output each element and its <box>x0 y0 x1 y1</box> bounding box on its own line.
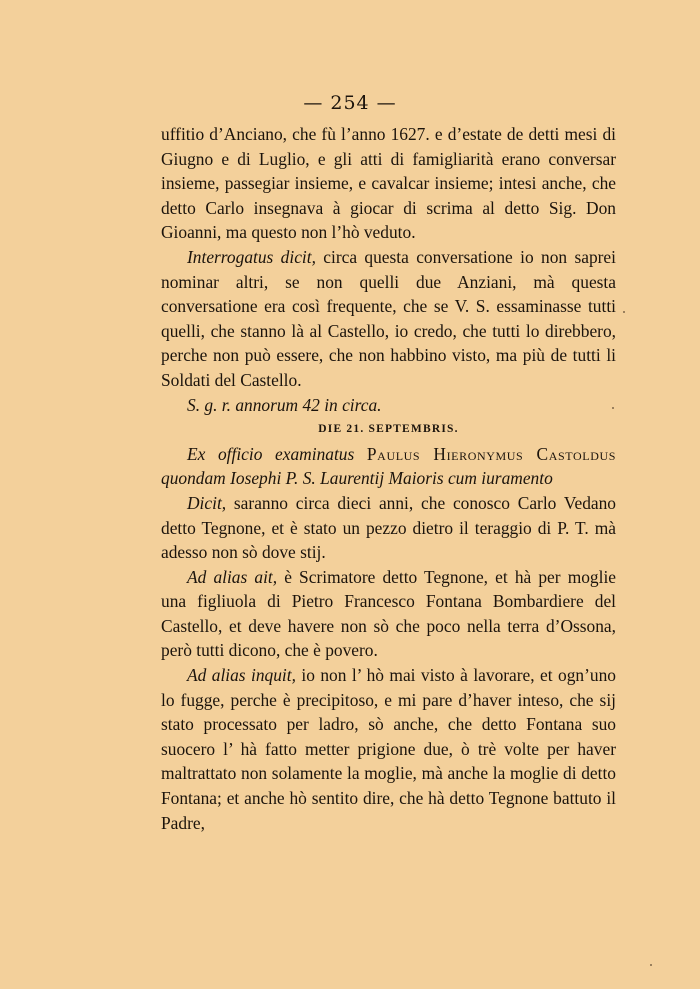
page-speck <box>612 407 614 409</box>
page-speck <box>650 964 652 966</box>
text-run: io non l’ hò mai visto à lavorare, et ogn’uno lo fugge, perche è precipitoso, e mi pare d’haver inteso, che sij stato processato per ladro, sò anche, che detto Fontana suo suocero l’ hà fatto metter prigione due, ò trè volte per haver maltrattato non solamente la moglie, mà anche la moglie di detto Fontana; et anche hò sentito dire, che hà detto Tegnone battuto il Padre, <box>161 665 616 833</box>
text-run: uffitio d’Anciano, che fù l’anno 1627. e d’estate de detti mesi di Giugno e di Luglio, e gli atti di famigliarità erano conversar insieme, passegiar insieme, e cavalcar insieme; intesi anche, che detto Carlo insegnava à giocar di scrima al detto Sig. Don Gioanni, ma questo non l’hò veduto. <box>161 124 616 243</box>
text-run: è Scrimatore detto Tegnone, et hà per moglie una figliuola di Pietro Francesco Fontana Bombardiere del Castello, et deve havere non sò che poco nella terra d’Ossona, però tutti dicono, che è povero. <box>161 566 616 661</box>
paragraph <box>161 393 616 418</box>
italic-run: quondam Iosephi P. S. Laurentij Maioris cum iuramento <box>161 468 553 489</box>
paragraph <box>161 491 616 565</box>
paragraph <box>161 122 616 245</box>
italic-run: Dicit, <box>187 492 227 513</box>
italic-run: S. g. r. annorum 42 in circa. <box>187 394 382 415</box>
text-run: circa questa conversatione io non saprei nominar altri, se non quelli due Anziani, mà questa conversatione era così frequente, che se V. S. essaminasse tutti quelli, che stanno là al Castello, io credo, che tutti lo direbbero, perche non può essere, che non habbino visto, ma più de tutti li Soldati del Castello. <box>161 246 616 390</box>
paragraph <box>161 663 616 835</box>
text-run <box>354 444 367 464</box>
section-heading <box>161 417 616 442</box>
paragraph <box>161 245 616 393</box>
page-number: — 254 — <box>303 92 397 114</box>
italic-run: Ad alias ait, <box>187 566 278 587</box>
person-name: Paulus Hieronymus Castoldus <box>366 443 616 464</box>
italic-run: Interrogatus dicit, <box>187 246 316 267</box>
italic-run: Ad alias inquit, <box>187 665 296 686</box>
paragraph <box>161 442 616 491</box>
text-run: DIE 21. SEPTEMBRIS. <box>318 423 459 436</box>
paragraph <box>161 565 616 663</box>
page-speck <box>623 311 625 313</box>
text-run: saranno circa dieci anni, che conosco Carlo Vedano detto Tegnone, et è stato un pezzo dietro il teraggio di P. T. mà adesso non sò dove stij. <box>161 492 616 563</box>
body-text <box>161 122 616 835</box>
italic-run: Ex officio examinatus <box>187 443 355 464</box>
